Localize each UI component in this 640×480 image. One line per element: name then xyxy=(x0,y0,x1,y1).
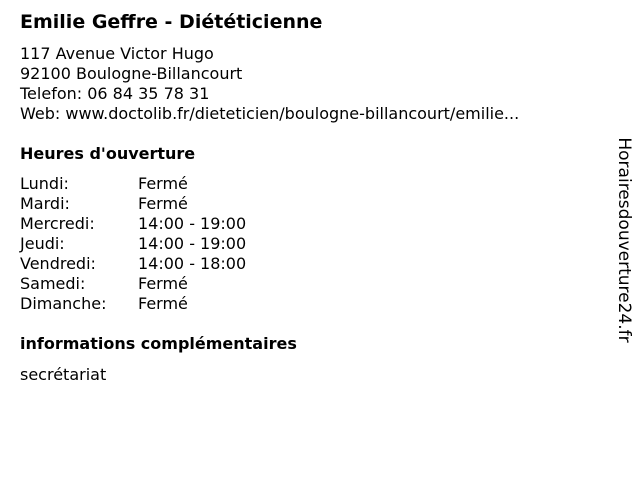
additional-info-heading: informations complémentaires xyxy=(20,334,297,353)
day-hours: Fermé xyxy=(138,194,188,213)
hours-row-wednesday xyxy=(20,214,420,234)
hours-row-tuesday xyxy=(20,194,420,214)
day-label: Mardi: xyxy=(20,194,70,213)
opening-hours-heading: Heures d'ouverture xyxy=(20,144,196,163)
day-hours: 14:00 - 19:00 xyxy=(138,214,247,233)
day-label: Lundi: xyxy=(20,174,69,193)
contact-block xyxy=(20,44,519,124)
business-title: Emilie Geffre - Diététicienne xyxy=(20,11,323,33)
hours-row-sunday xyxy=(20,294,420,314)
phone-number: Telefon: 06 84 35 78 31 xyxy=(20,84,210,103)
site-watermark: Horairesdouverture24.fr xyxy=(614,137,634,343)
day-label: Mercredi: xyxy=(20,214,95,233)
hours-row-saturday xyxy=(20,274,420,294)
street-address: 117 Avenue Victor Hugo xyxy=(20,44,214,63)
website-link[interactable]: Web: www.doctolib.fr/dieteticien/boulogne-billancourt/emilie... xyxy=(20,104,520,123)
hours-row-thursday xyxy=(20,234,420,254)
day-hours: 14:00 - 19:00 xyxy=(138,234,247,253)
day-hours: Fermé xyxy=(138,274,188,293)
day-hours: Fermé xyxy=(138,294,188,313)
day-label: Dimanche: xyxy=(20,294,107,313)
day-label: Samedi: xyxy=(20,274,86,293)
hours-row-friday xyxy=(20,254,420,274)
day-hours: Fermé xyxy=(138,174,188,193)
hours-row-monday xyxy=(20,174,420,194)
opening-hours-table xyxy=(20,174,420,314)
day-hours: 14:00 - 18:00 xyxy=(138,254,247,273)
city-address: 92100 Boulogne-Billancourt xyxy=(20,64,243,83)
day-label: Vendredi: xyxy=(20,254,96,273)
additional-info-text: secrétariat xyxy=(20,365,107,384)
day-label: Jeudi: xyxy=(20,234,65,253)
